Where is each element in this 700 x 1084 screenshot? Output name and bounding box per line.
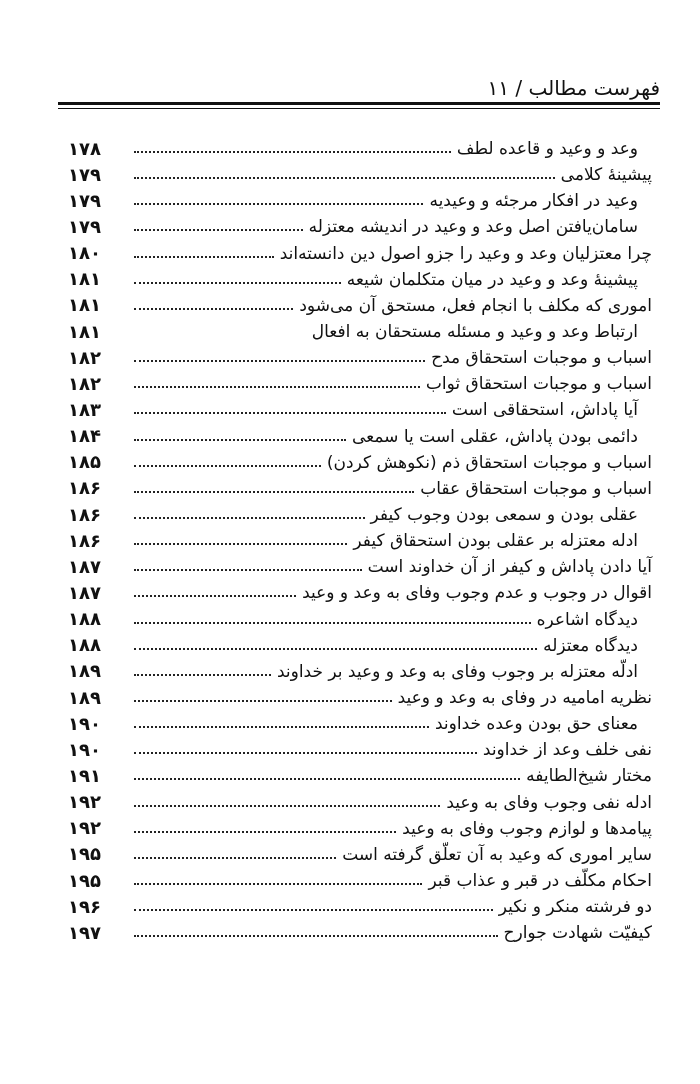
toc-page-number: ۱۸۲ (68, 373, 101, 395)
page-header (58, 62, 660, 102)
toc-entry (68, 868, 652, 894)
dot-leader (134, 724, 429, 728)
dot-leader (134, 332, 306, 336)
toc-entry (68, 293, 652, 319)
toc-entry-title: اسباب و موجبات استحقاق ذم (نکوهش کردن) (326, 452, 652, 473)
toc-entry (68, 188, 652, 214)
running-header: فهرست مطالب / ۱۱ (487, 76, 660, 100)
toc-entry-title: پیشینهٔ وعد و وعید در میان متکلمان شیعه (346, 269, 638, 290)
toc-entry-title: عقلی بودن و سمعی بودن وجوب کیفر (370, 505, 638, 526)
toc-entry (68, 502, 652, 528)
dot-leader (134, 750, 477, 754)
toc-entry-title: دیدگاه اشاعره (536, 609, 638, 630)
dot-leader (134, 254, 274, 258)
toc-entry-title: نظریه امامیه در وفای به وعد و وعید (397, 688, 652, 709)
dot-leader (134, 933, 498, 937)
toc-entry-title: دو فرشته منکر و نکیر (498, 897, 652, 918)
toc-entry (68, 424, 652, 450)
toc-entry (68, 450, 652, 476)
toc-entry-title: اموری که مکلف با انجام فعل، مستحق آن می‌شود (299, 295, 652, 316)
toc-entry (68, 737, 652, 763)
toc-page-number: ۱۸۱ (68, 295, 101, 317)
toc-page-number: ۱۸۶ (68, 478, 101, 500)
dot-leader (134, 593, 296, 597)
toc-entry-title: احکام مکلّف در قبر و عذاب قبر (428, 871, 652, 891)
toc-page-number: ۱۸۳ (68, 399, 101, 421)
toc-entry-title: ارتباط وعد و وعید و مسئله مستحقان به افعال (311, 322, 638, 343)
toc-entry (68, 894, 652, 920)
dot-leader (134, 855, 336, 859)
toc-entry-title: سایر اموری که وعید به آن تعلّق گرفته است (342, 844, 652, 865)
dot-leader (134, 907, 493, 911)
toc-page-number: ۱۹۲ (68, 818, 101, 840)
toc-entry (68, 554, 652, 580)
dot-leader (134, 463, 321, 467)
dot-leader (134, 646, 537, 650)
toc-page-number: ۱۸۶ (68, 530, 101, 552)
dot-leader (134, 803, 440, 807)
toc-entry-title: دیدگاه معتزله (543, 635, 638, 656)
table-of-contents (68, 136, 652, 946)
toc-page-number: ۱۸۰ (68, 243, 101, 265)
toc-page-number: ۱۷۹ (68, 164, 101, 186)
header-rule (58, 102, 660, 105)
toc-entry (68, 763, 652, 789)
toc-page-number: ۱۸۴ (68, 426, 101, 448)
header-rule-thin (58, 108, 660, 109)
toc-page-number: ۱۸۸ (68, 609, 101, 631)
dot-leader (134, 620, 531, 624)
dot-leader (134, 567, 362, 571)
toc-entry-title: معنای حق بودن وعده خداوند (435, 714, 638, 735)
toc-entry-title: ادله معتزله بر عقلی بودن استحقاق کیفر (353, 531, 638, 552)
toc-entry-title: اسباب و موجبات استحقاق عقاب (420, 478, 652, 499)
toc-entry-title: سامان‌یافتن اصل وعد و وعید در اندیشه معتزله (308, 217, 638, 238)
toc-page-number: ۱۸۸ (68, 635, 101, 657)
toc-entry-title: ادله نفی وجوب وفای به وعید (446, 792, 652, 813)
toc-entry (68, 476, 652, 502)
toc-entry-title: اسباب و موجبات استحقاق ثواب (425, 374, 652, 395)
toc-page-number: ۱۷۹ (68, 190, 101, 212)
toc-entry (68, 920, 652, 946)
dot-leader (134, 437, 346, 441)
toc-entry (68, 319, 652, 345)
toc-entry-title: پیامدها و لوازم وجوب وفای به وعید (402, 818, 652, 839)
toc-page-number: ۱۹۶ (68, 896, 101, 918)
dot-leader (134, 175, 555, 179)
toc-entry (68, 711, 652, 737)
toc-entry-title: دائمی بودن پاداش، عقلی است یا سمعی (351, 426, 638, 447)
toc-entry-title: پیشینهٔ کلامی (560, 165, 652, 186)
toc-entry-title: آیا دادن پاداش و کیفر از آن خداوند است (367, 557, 652, 578)
toc-entry (68, 214, 652, 240)
toc-entry-title: اسباب و موجبات استحقاق مدح (431, 348, 652, 369)
toc-page-number: ۱۸۷ (68, 582, 101, 604)
toc-entry-title: اقوال در وجوب و عدم وجوب وفای به وعد و وعید (302, 583, 652, 604)
toc-entry (68, 528, 652, 554)
dot-leader (134, 881, 422, 885)
toc-entry (68, 816, 652, 842)
dot-leader (134, 201, 423, 205)
toc-entry-title: ادلّه معتزله بر وجوب وفای به وعد و وعید بر خداوند (276, 661, 638, 682)
toc-page-number: ۱۹۵ (68, 870, 101, 892)
dot-leader (134, 829, 396, 833)
toc-entry-title: چرا معتزلیان وعد و وعید را جزو اصول دین دانسته‌اند (279, 243, 652, 264)
toc-page-number: ۱۸۹ (68, 661, 101, 683)
toc-entry (68, 685, 652, 711)
toc-page-number: ۱۸۵ (68, 452, 101, 474)
toc-page-number: ۱۹۲ (68, 792, 101, 814)
dot-leader (134, 306, 293, 310)
toc-entry (68, 580, 652, 606)
dot-leader (134, 776, 520, 780)
toc-page-number: ۱۹۰ (68, 739, 101, 761)
toc-entry-title: آیا پاداش، استحقاقی است (451, 400, 638, 421)
dot-leader (134, 489, 414, 493)
toc-page-number: ۱۹۱ (68, 765, 101, 787)
toc-entry (68, 345, 652, 371)
toc-entry-title: وعد و وعید و قاعده لطف (456, 139, 638, 160)
toc-entry (68, 267, 652, 293)
toc-entry (68, 633, 652, 659)
toc-page-number: ۱۸۱ (68, 269, 101, 291)
toc-entry-title: مختار شیخ‌الطایفه (526, 766, 652, 787)
toc-page-number: ۱۸۱ (68, 321, 101, 343)
toc-page-number: ۱۷۸ (68, 138, 101, 160)
toc-entry-title: نفی خلف وعد از خداوند (482, 740, 652, 761)
toc-page-number: ۱۸۲ (68, 347, 101, 369)
toc-entry (68, 607, 652, 633)
toc-entry (68, 371, 652, 397)
toc-page-number: ۱۸۹ (68, 687, 101, 709)
dot-leader (134, 227, 303, 231)
toc-entry-title: کیفیّت شهادت جوارح (503, 923, 652, 944)
toc-page-number: ۱۸۷ (68, 556, 101, 578)
toc-entry (68, 659, 652, 685)
dot-leader (134, 515, 365, 519)
dot-leader (134, 149, 451, 153)
toc-page-number: ۱۹۵ (68, 844, 101, 866)
dot-leader (134, 698, 392, 702)
dot-leader (134, 672, 271, 676)
toc-entry-title: وعید در افکار مرجئه و وعیدیه (429, 191, 638, 212)
dot-leader (134, 280, 341, 284)
toc-page-number: ۱۸۶ (68, 504, 101, 526)
toc-page-number: ۱۹۷ (68, 922, 101, 944)
toc-page-number: ۱۹۰ (68, 713, 101, 735)
toc-entry (68, 842, 652, 868)
toc-entry (68, 241, 652, 267)
toc-entry (68, 790, 652, 816)
toc-entry (68, 162, 652, 188)
toc-entry (68, 136, 652, 162)
dot-leader (134, 541, 347, 545)
dot-leader (134, 358, 425, 362)
toc-page-number: ۱۷۹ (68, 216, 101, 238)
dot-leader (134, 410, 446, 414)
dot-leader (134, 384, 420, 388)
toc-entry (68, 397, 652, 423)
